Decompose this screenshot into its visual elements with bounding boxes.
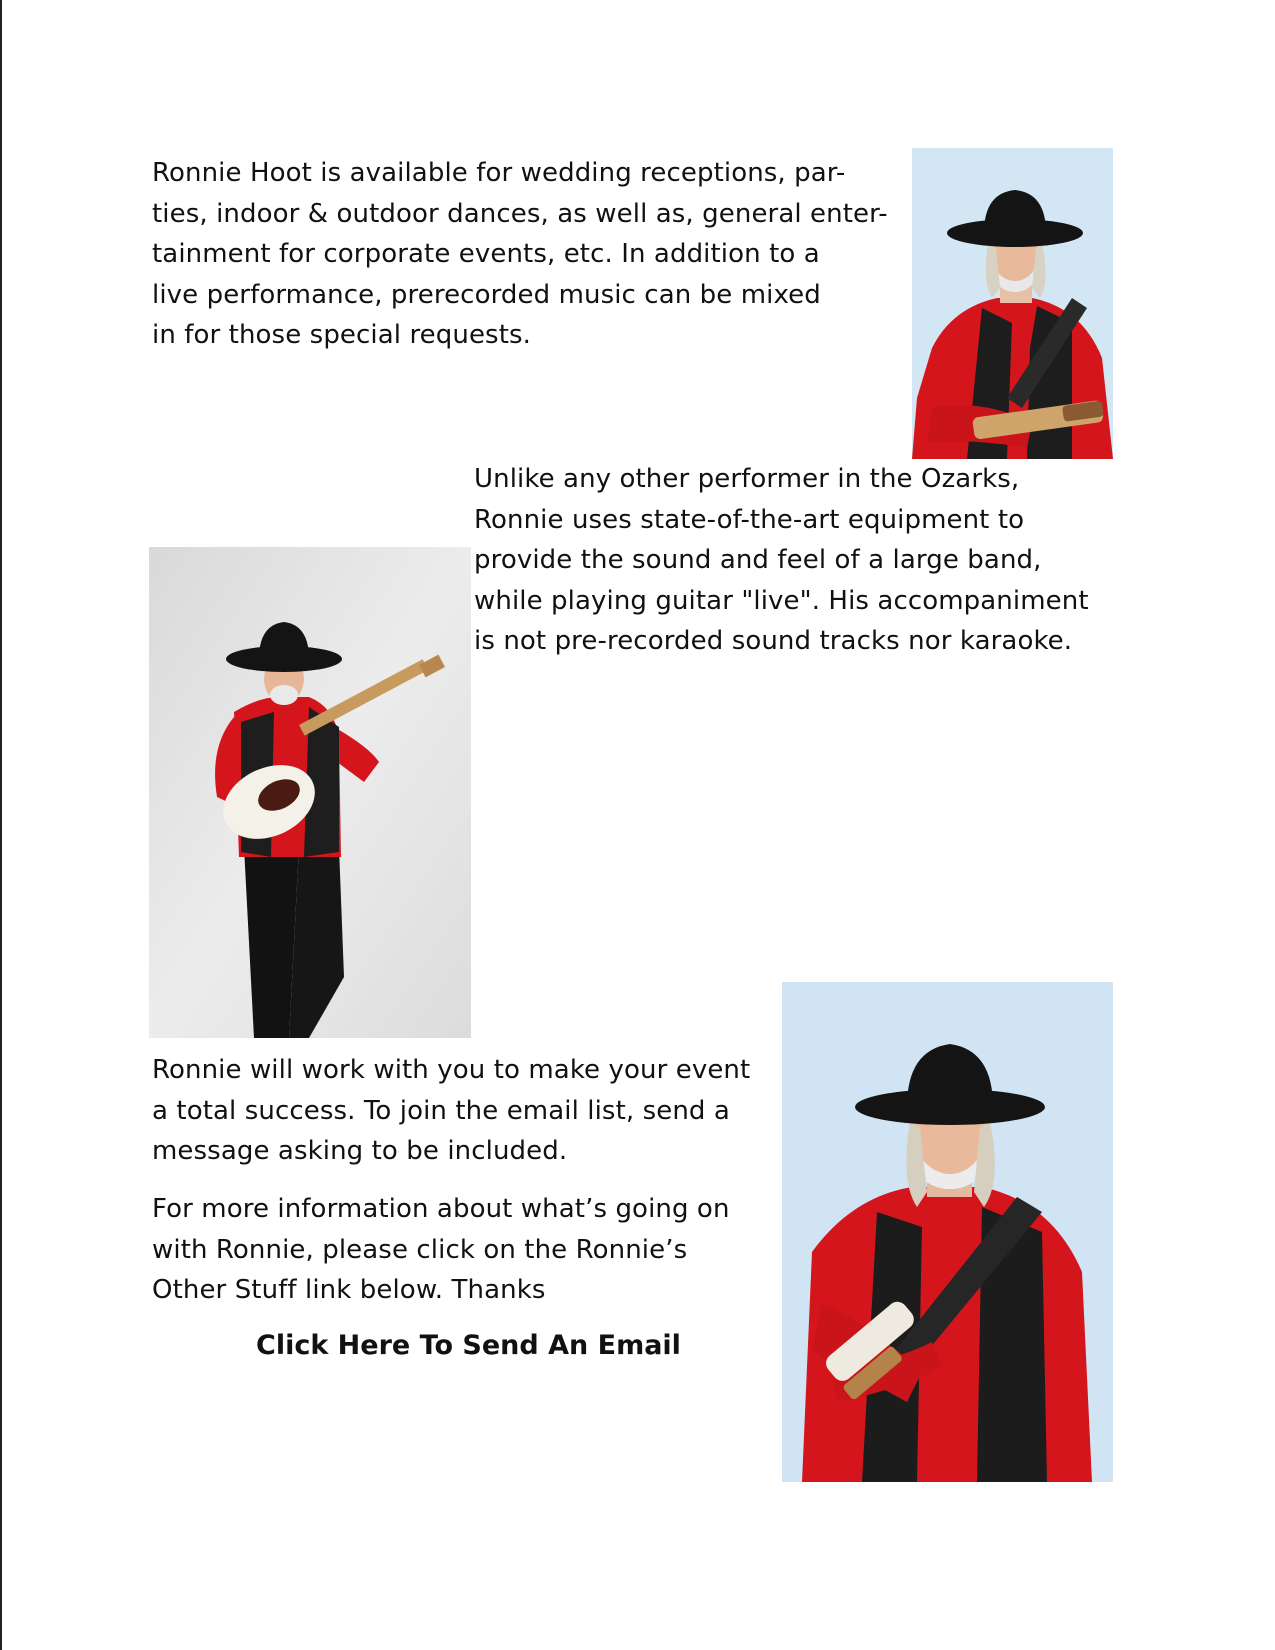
intro-line: ties, indoor & outdoor dances, as well as, general enter- [152,198,888,229]
ozarks-line: while playing guitar "live". His accompaniment [474,585,1089,616]
ronnie-portrait-photo [912,148,1113,459]
event-line: Ronnie will work with you to make your event [152,1055,751,1085]
intro-line: live performance, prerecorded music can be mixed [152,279,821,310]
ozarks-line: Ronnie uses state-of-the-art equipment to [474,504,1025,535]
ozarks-line: provide the sound and feel of a large band, [474,545,1042,575]
info-line: For more information about what’s going on [152,1194,730,1224]
ozarks-line: Unlike any other performer in the Ozarks, [474,464,1020,494]
page-left-border [0,0,2,1650]
ronnie-closeup-photo [782,982,1113,1482]
event-paragraph [152,1050,750,1172]
event-line: a total success. To join the email list, send a [152,1095,730,1126]
intro-line: in for those special requests. [152,320,531,350]
info-line: Other Stuff link below. Thanks [152,1275,546,1305]
intro-line: tainment for corporate events, etc. In addition to a [152,239,820,269]
info-line: with Ronnie, please click on the Ronnie’s [152,1234,688,1265]
send-email-link[interactable]: Click Here To Send An Email [256,1330,681,1361]
ronnie-guitar-photo [149,547,471,1038]
ozarks-line: is not pre-recorded sound tracks nor karaoke. [474,626,1073,656]
ozarks-paragraph [474,459,1089,662]
info-paragraph [152,1189,730,1311]
event-line: message asking to be included. [152,1136,568,1166]
intro-paragraph [152,153,888,356]
intro-line: Ronnie Hoot is available for wedding receptions, par- [152,158,846,188]
